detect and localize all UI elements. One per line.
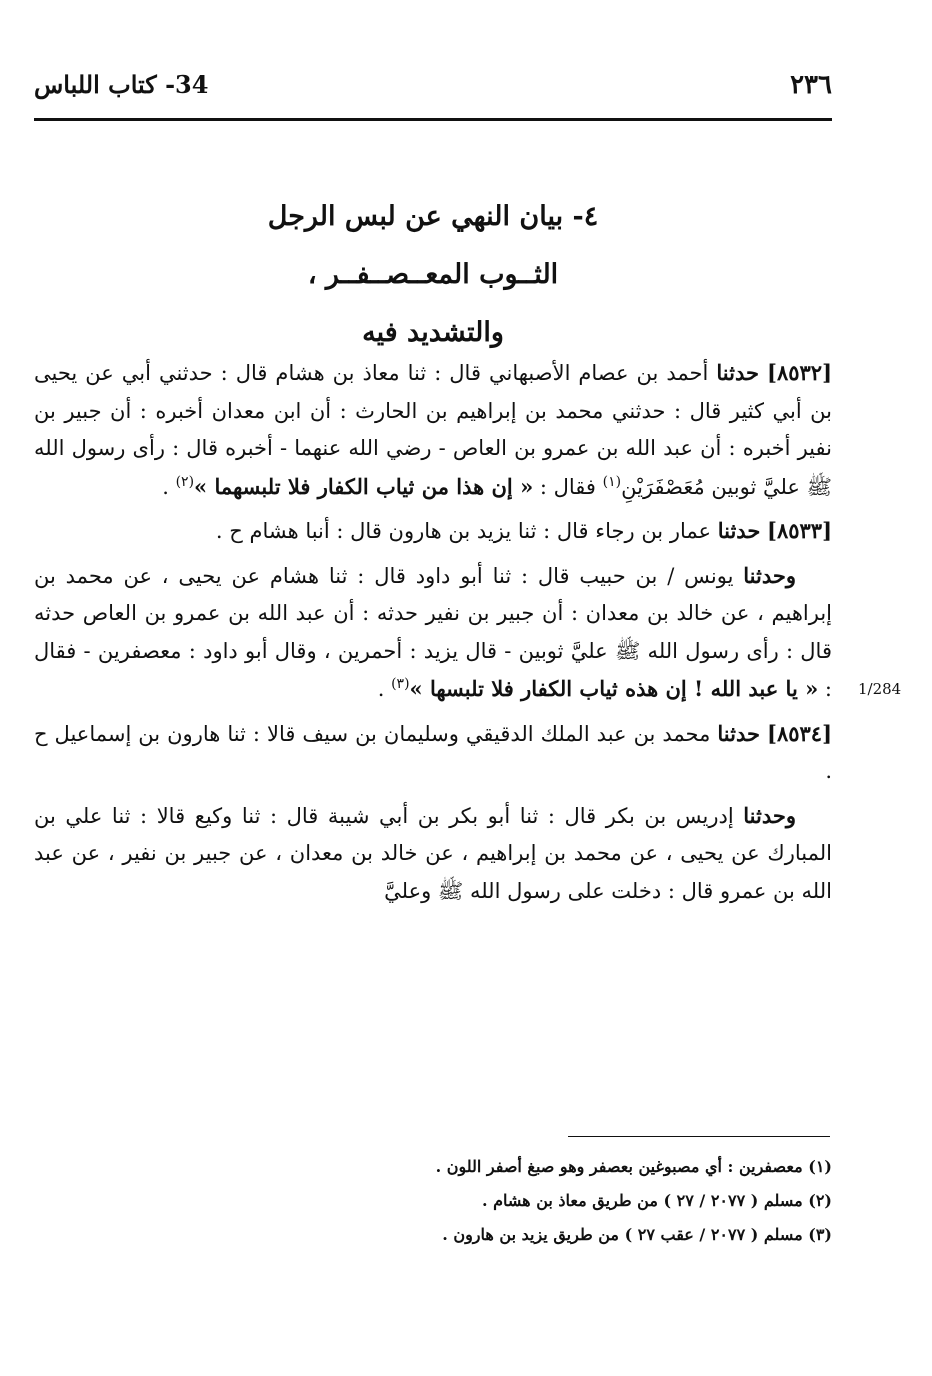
hadith-8534 [34, 715, 832, 791]
footnote-1: (١) معصفرين : أي مصبوغين بعصفر وهو صبغ أصفر اللون . [435, 1157, 832, 1176]
narration-lead: حدثنا [717, 720, 760, 746]
footnote-3: (٣) مسلم ( ٢٠٧٧ / عقب ٢٧ ) من طريق يزيد بن هارون . [442, 1225, 832, 1244]
narration-lead: وحدثنا [743, 562, 796, 588]
footnote-ref-1: (١) [602, 473, 622, 490]
chapter-title-line-2: الثــوب المعــصــفــر ، [307, 259, 559, 290]
hadith-number: [٨٥٣٤] [767, 720, 832, 746]
hadith-text-cont: فقال : [539, 474, 596, 499]
hadith-8534-second-chain [34, 797, 832, 911]
hadith-text: عمار بن رجاء قال : ثنا يزيد بن هارون قال : أنبا هشام ح . [215, 519, 712, 543]
narration-lead: حدثنا [717, 518, 761, 543]
page-number: ٢٣٦ [790, 70, 832, 100]
hadith-text: محمد بن عبد الملك الدقيقي وسليمان بن سيف قالا : ثنا هارون بن إسماعيل ح . [34, 721, 832, 783]
hadith-text: أحمد بن عصام الأصبهاني قال : ثنا معاذ بن هشام قال : حدثني أبي عن يحيى بن أبي كثير قال : حدثني محمد بن إبراهيم بن الحارث : أن ابن معدان أخبره : أن جبير بن نفير أخبره : أن عبد الله بن عمرو بن العاص - رضي الله عنهما - أخبره قال : رأى رسول الله ﷺ عليَّ ثوبين مُعَصْفَرَيْنِ [34, 361, 832, 499]
chapter-title-line-3: والتشديد فيه [362, 317, 504, 348]
hadith-8533 [34, 512, 832, 551]
manuscript-folio-note: 1/284 [858, 680, 902, 698]
footnote-ref-2: (٢) [175, 473, 195, 490]
prophetic-quote: « يا عبد الله ! إن هذه ثياب الكفار فلا تلبسها » [409, 676, 819, 701]
hadith-8533-second-chain [34, 557, 832, 709]
footnote-divider [568, 1136, 830, 1137]
hadith-8532 [34, 354, 832, 506]
page-header [34, 70, 832, 114]
main-text [34, 354, 832, 916]
hadith-number: [٨٥٣٣] [767, 518, 832, 543]
prophetic-quote: « إن هذا من ثياب الكفار فلا تلبسهما » [194, 473, 534, 499]
header-divider [34, 118, 832, 121]
chapter-title-line-1: ٤- بيان النهي عن لبس الرجل [267, 201, 599, 232]
narration-lead: حدثنا [716, 360, 759, 385]
book-title: 34- كتاب اللباس [34, 70, 209, 99]
hadith-text: إدريس بن بكر قال : ثنا أبو بكر بن أبي شيبة قال : ثنا وكيع قالا : ثنا علي بن المبارك عن يحيى ، عن محمد بن إبراهيم ، عن خالد بن معدان ، عن جبير بن نفير ، عن عبد الله بن عمرو قال : دخلت على رسول الله ﷺ وعليَّ [34, 803, 832, 903]
hadith-number: [٨٥٣٢] [767, 360, 832, 385]
chapter-heading [34, 188, 832, 362]
footnote-2: (٢) مسلم ( ٢٠٧٧ / ٢٧ ) من طريق معاذ بن هشام . [481, 1191, 832, 1210]
footnote-ref-3: (٣) [391, 676, 410, 692]
narration-lead: وحدثنا [743, 802, 796, 828]
sentence-end: . [162, 474, 169, 499]
hadith-text: يونس / بن حبيب قال : ثنا أبو داود قال : ثنا هشام عن يحيى ، عن محمد بن إبراهيم ، عن خالد بن معدان : أن جبير بن نفير حدثه : أن عبد الله بن عمرو بن العاص حدثه قال : رأى رسول الله ﷺ عليَّ ثوبين - قال يزيد : أحمرين ، وقال أبو داود : معصفرين - فقال : [34, 563, 832, 701]
sentence-end: . [377, 677, 385, 701]
footnotes [34, 1150, 832, 1252]
